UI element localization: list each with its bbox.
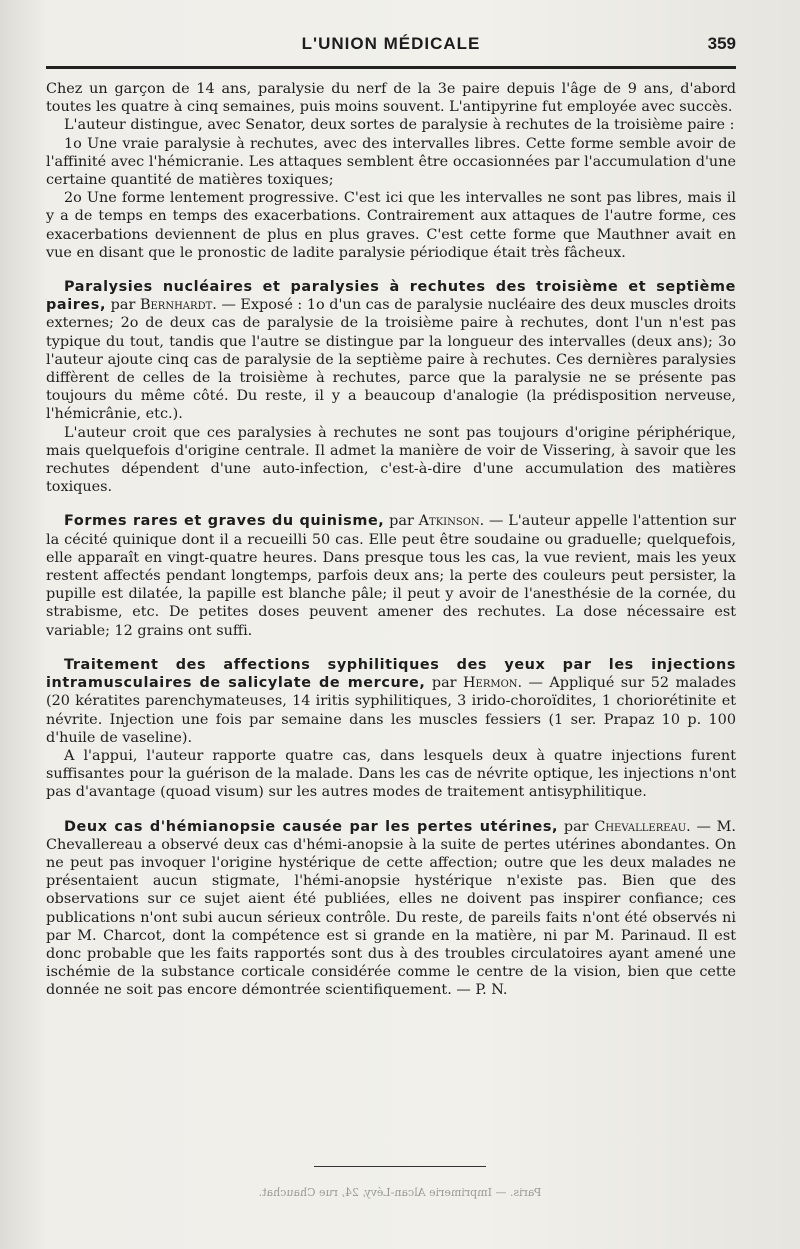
section-title: Formes rares et graves du quinisme, bbox=[64, 513, 385, 530]
bleed-through-imprint: Paris. — Imprimerie Alcan-Lévy, 24, rue Chauchat. bbox=[258, 1186, 542, 1199]
section-author: Bernhardt. bbox=[139, 297, 217, 314]
section-bernhardt bbox=[46, 278, 736, 424]
header-rule bbox=[46, 66, 736, 69]
section-by: par bbox=[389, 513, 414, 530]
running-title: L'UNION MÉDICALE bbox=[301, 34, 481, 53]
section-title: Traitement des affections syphilitiques des yeux par les injections intramusculaires de salicylate de mercure, bbox=[46, 656, 736, 692]
section-chevallereau bbox=[46, 818, 736, 1000]
paragraph-senator: L'auteur distingue, avec Senator, deux sortes de paralysie à rechutes de la troisième paire : bbox=[64, 117, 735, 134]
section-atkinson bbox=[46, 512, 736, 639]
section-text: — L'auteur appelle l'attention sur la cécité quinique dont il a recueilli 50 cas. Elle peut être soudaine ou graduelle; quelquefois, elle apparaît en vingt-quatre heures. Dans presque tous les cas, la vue revient, mais les yeux restent affectés pendant longtemps, parfois deux ans; la perte des couleurs peut persister, la pupille est dilatée, la papille est blanche pâle; il peut y avoir de l'anesthésie de la cornée, du strabisme, etc. De petites doses peuvent amener des rechutes. La dose nécessaire est variable; 12 grains ont suffi. bbox=[46, 513, 736, 639]
page-number: 359 bbox=[707, 34, 736, 53]
section-author: Atkinson. bbox=[418, 513, 485, 530]
section-hermon bbox=[46, 656, 736, 747]
section-text: — Exposé : 1o d'un cas de paralysie nucléaire des deux muscles droits externes; 2o de deux cas de paralysie de la troisième paire à rechutes, dont l'un n'est pas typique du tout, tandis que l'autre se distingue par la longueur des intervalles (deux ans); 3o l'auteur ajoute cinq cas de paralysie de la septième paire à rechutes. Ces dernières paralysies diffèrent de celles de la troisième à rechutes, parce que la paralysie ne se présente pas toujours du même côté. Du reste, il y a beaucoup d'analogie (la prédisposition nerveuse, l'hémicrânie, etc.). bbox=[46, 297, 736, 423]
paragraph-hermon-2: A l'appui, l'auteur rapporte quatre cas, dans lesquels deux à quatre injections furent suffisantes pour la guérison de la malade. Dans les cas de névrite optique, les injections n'ont pas d'avantage (quoad visum) sur les autres modes de traitement antisyphilitique. bbox=[46, 747, 736, 801]
section-author: Chevallereau. bbox=[594, 818, 691, 835]
section-text: — Appliqué sur 52 malades (20 kératites parenchymateuses, 14 iritis syphilitiques, 3 irido-choroïdites, 1 choriorétinite et névrite. Injection une fois par semaine dans les muscles fessiers (1 ser. Prapaz 10 p. 100 d'huile de vaseline). bbox=[46, 675, 736, 746]
paragraph-case: Chez un garçon de 14 ans, paralysie du nerf de la 3e paire depuis l'âge de 9 ans, d'abord toutes les quatre à cinq semaines, puis moins souvent. L'antipyrine fut employée avec succès. bbox=[46, 81, 736, 116]
section-by: par bbox=[563, 818, 589, 835]
section-title: Deux cas d'hémianopsie causée par les pertes utérines, bbox=[64, 818, 559, 835]
section-title: Paralysies nucléaires et paralysies à rechutes des troisième et septième paires, bbox=[46, 279, 736, 314]
section-author: Hermon. bbox=[462, 675, 523, 692]
article-body bbox=[46, 80, 736, 1000]
paragraph-bernhardt-2: L'auteur croit que ces paralysies à rechutes ne sont pas toujours d'origine périphérique, mais quelquefois d'origine centrale. Il admet la manière de voir de Vissering, à savoir que les rechutes dépendent d'une auto-infection, c'est-à-dire d'une accumulation des matières toxiques. bbox=[46, 424, 736, 496]
section-by: par bbox=[110, 297, 136, 314]
page-header bbox=[46, 34, 736, 60]
paragraph-form-1: 1o Une vraie paralysie à rechutes, avec des intervalles libres. Cette forme semble avoir de l'affinité avec l'hémicranie. Les attaques semblent être occasionnées par l'accumulation d'une certaine quantité de matières toxiques; bbox=[46, 135, 736, 189]
section-text: — M. Chevallereau a observé deux cas d'hémi-anopsie à la suite de pertes utérines abondantes. On ne peut pas invoquer l'origine hystérique de cette affection; outre que les deux malades ne présentaient aucun stigmate, l'hémi-anopsie hystérique n'existe pas. Bien que des observations sur ce sujet aient été publiées, elles ne doivent pas inspirer confiance; ces publications n'ont subi aucun sérieux contrôle. Du reste, de pareils faits n'ont été observés ni par M. Charcot, dont la compétence est si grande en la matière, ni par M. Parinaud. Il est donc probable que les faits rapportés sont dus à des troubles circulatoires ayant amené une ischémie de la substance corticale considérée comme le centre de la vision, bien que cette donnée ne soit pas encore démontrée scientifiquement. — P. N. bbox=[46, 818, 736, 999]
paragraph-form-2: 2o Une forme lentement progressive. C'est ici que les intervalles ne sont pas libres, mais il y a de temps en temps des exacerbations. Contrairement aux attaques de l'autre forme, ces exacerbations deviennent de plus en plus graves. C'est cette forme que Mauthner avait en vue en disant que le pronostic de ladite paralysie périodique était très fâcheux. bbox=[46, 190, 736, 261]
footer-rule bbox=[314, 1166, 486, 1167]
section-by: par bbox=[431, 675, 457, 692]
